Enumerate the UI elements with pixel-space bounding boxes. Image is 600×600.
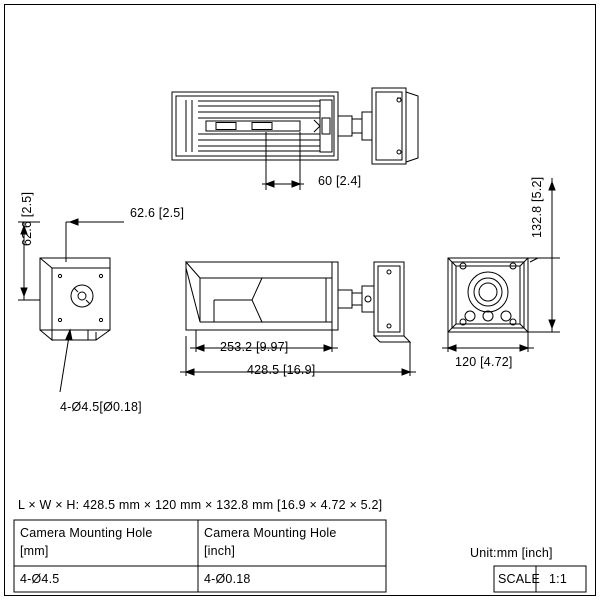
scale-value: 1:1 [549, 572, 567, 586]
unit-label: Unit:mm [inch] [470, 546, 553, 560]
mounting-hole-callout: 4-Ø4.5[Ø0.18] [60, 400, 142, 414]
dim-132-8-label: 132.8 [5.2] [530, 176, 544, 238]
top-view-geometry [172, 88, 418, 164]
dim-120-label: 120 [4.72] [455, 355, 513, 369]
table-header-inch-line2: [inch] [204, 544, 236, 558]
table-cell-hole-inch: 4-Ø0.18 [204, 572, 251, 586]
dim-60-label: 60 [2.4] [318, 174, 362, 188]
table-header-inch-line1: Camera Mounting Hole [204, 526, 337, 540]
bracket-view-geometry [40, 258, 110, 340]
dim-120-geometry [442, 332, 534, 352]
front-view-geometry [448, 258, 538, 332]
dim-62-6-horizontal-label: 62.6 [2.5] [130, 206, 185, 220]
table-header-mm-line1: Camera Mounting Hole [20, 526, 153, 540]
dim-253-2-label: 253.2 [9.97] [220, 340, 289, 354]
dim-62-6-horizontal-geometry [66, 219, 124, 262]
dim-62-6-vertical-label: 62.6 [2.5] [20, 191, 34, 246]
scale-label: SCALE [498, 572, 540, 586]
table-header-mm-line2: [mm] [20, 544, 49, 558]
overall-dimension-note: L × W × H: 428.5 mm × 120 mm × 132.8 mm [16.9 × 4.72 × 5.2] [18, 498, 383, 512]
side-view-geometry [186, 262, 410, 342]
table-cell-hole-mm: 4-Ø4.5 [20, 572, 60, 586]
hole-callout-leader [60, 330, 72, 392]
dim-60-geometry [262, 132, 304, 190]
dim-428-5-label: 428.5 [16.9] [247, 363, 316, 377]
